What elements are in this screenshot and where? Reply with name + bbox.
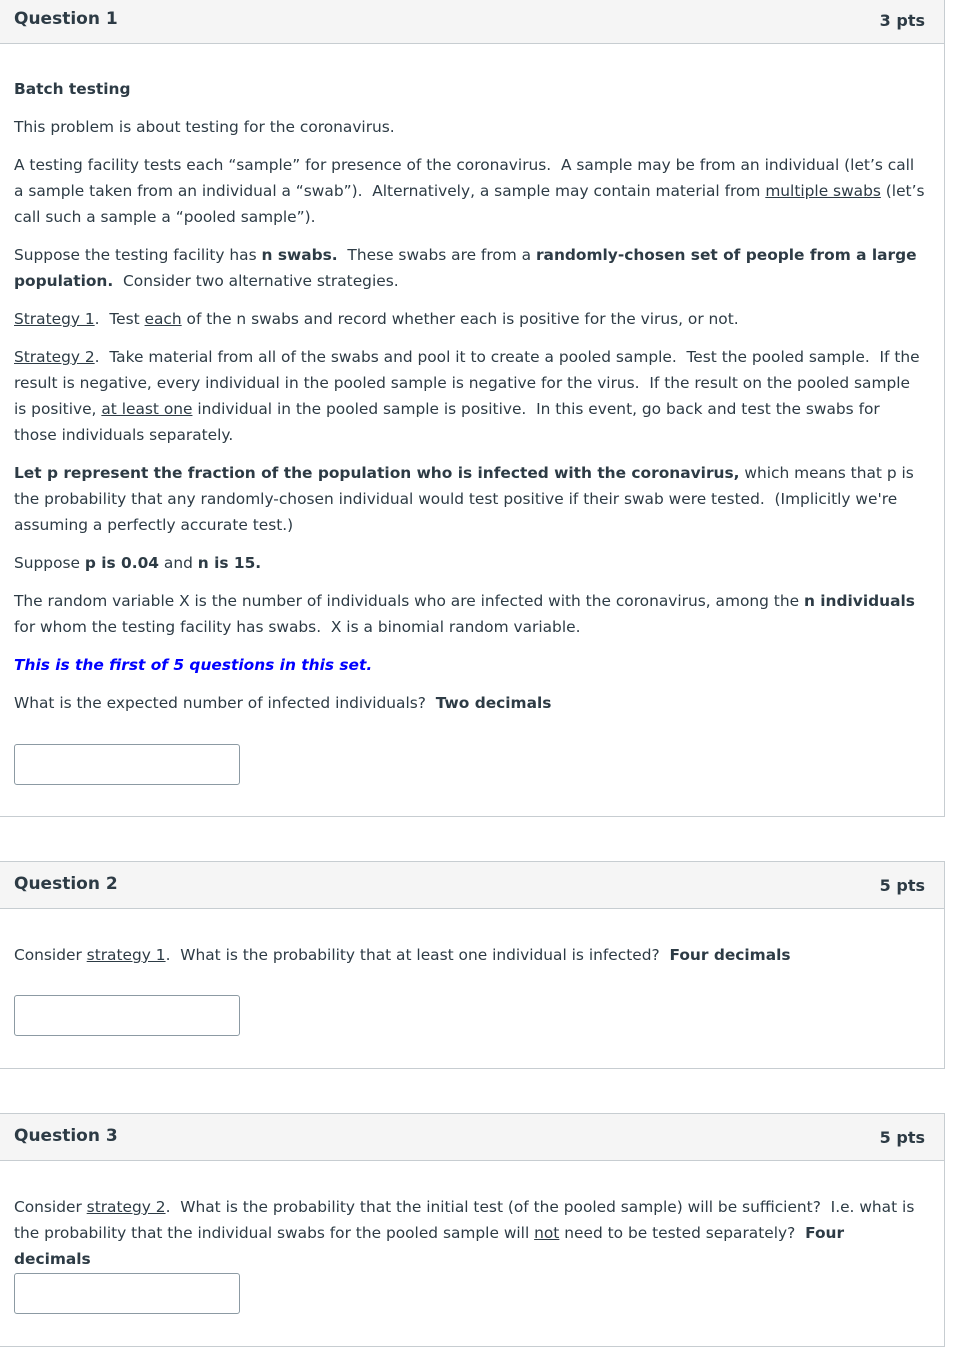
question-prompt xyxy=(14,690,926,716)
question-header xyxy=(0,0,944,44)
question-2 xyxy=(0,861,945,1069)
underlined-text: each xyxy=(144,310,182,328)
question-text xyxy=(0,76,944,716)
underlined-text: at least one xyxy=(101,400,193,418)
question-heading: Batch testing xyxy=(14,80,131,98)
text: Consider xyxy=(14,1198,87,1216)
question-header xyxy=(0,862,944,909)
underlined-text: not xyxy=(534,1224,560,1242)
question-header xyxy=(0,1114,944,1161)
bold-text: p is 0.04 xyxy=(84,554,160,572)
question-title: Question 3 xyxy=(14,1126,118,1146)
bold-text: n is 15. xyxy=(197,554,262,572)
text: individual in the pooled sample is positive. In this event, go back and test the swabs for those individuals separately. xyxy=(14,400,880,444)
text: . What is the probability that at least one individual is infected? xyxy=(165,946,670,964)
bold-text: n swabs. xyxy=(261,246,338,264)
set-note: This is the first of 5 questions in this set. xyxy=(14,656,373,674)
text: Consider xyxy=(14,946,87,964)
question-points: 3 pts xyxy=(879,11,925,30)
bold-text: Four decimals xyxy=(669,946,791,964)
bold-text: Four decimals xyxy=(14,1224,845,1268)
underlined-text: strategy 2 xyxy=(86,1198,166,1216)
question-3 xyxy=(0,1113,945,1347)
paragraph xyxy=(14,152,926,230)
text: A testing facility tests each “sample” for presence of the coronavirus. A sample may be from an individual (let’s call a sample taken from an individual a “swab”). Alternatively, a sample may contain material from xyxy=(14,156,915,200)
question-points: 5 pts xyxy=(879,1128,925,1147)
question-prompt xyxy=(14,942,926,968)
text: The random variable X is the number of individuals who are infected with the coronavirus, among the xyxy=(14,592,804,610)
question-title: Question 2 xyxy=(14,874,118,894)
text: . What is the probability that the initial test (of the pooled sample) will be sufficient? I.e. what is the probability that the individual swabs for the pooled sample will xyxy=(14,1198,915,1242)
bold-text: randomly-chosen set of people from a large population. xyxy=(14,246,917,290)
text: for whom the testing facility has swabs. X is a binomial random variable. xyxy=(14,618,581,636)
text: which means that p is the probability that any randomly-chosen individual would test positive if their swab were tested. (Implicitly we're assuming a perfectly accurate test.) xyxy=(14,464,914,534)
question-title: Question 1 xyxy=(14,9,118,29)
question-prompt xyxy=(14,1194,926,1272)
paragraph xyxy=(14,242,926,294)
paragraph: This problem is about testing for the coronavirus. xyxy=(14,118,395,136)
text: . Take material from all of the swabs and pool it to create a pooled sample. Test the pooled sample. If the result is negative, every individual in the pooled sample is negative for the virus. If the result on the pooled sample is positive, xyxy=(14,348,920,418)
strategy-1-paragraph xyxy=(14,306,926,332)
text: Suppose the testing facility has xyxy=(14,246,262,264)
question-text xyxy=(0,942,944,968)
question-points: 5 pts xyxy=(879,876,925,895)
text: of the n swabs and record whether each is positive for the virus, or not. xyxy=(181,310,739,328)
text: Consider two alternative strategies. xyxy=(113,272,399,290)
strategy-2-paragraph xyxy=(14,344,926,448)
text: Suppose xyxy=(14,554,85,572)
text: What is the expected number of infected individuals? xyxy=(14,694,436,712)
bold-text: Two decimals xyxy=(435,694,552,712)
paragraph xyxy=(14,460,926,538)
strategy-1-label: Strategy 1 xyxy=(14,310,95,328)
answer-input[interactable] xyxy=(14,995,240,1036)
underlined-text: strategy 1 xyxy=(86,946,166,964)
bold-text: n individuals xyxy=(803,592,915,610)
text: need to be tested separately? xyxy=(559,1224,806,1242)
underlined-text: multiple swabs xyxy=(765,182,881,200)
question-text xyxy=(0,1194,944,1272)
paragraph xyxy=(14,550,926,576)
strategy-2-label: Strategy 2 xyxy=(14,348,95,366)
answer-input[interactable] xyxy=(14,744,240,785)
paragraph xyxy=(14,588,926,640)
text: . Test xyxy=(94,310,145,328)
bold-text: Let p represent the fraction of the population who is infected with the coronavirus, xyxy=(14,464,740,482)
text: and xyxy=(159,554,198,572)
answer-input[interactable] xyxy=(14,1273,240,1314)
text: These swabs are from a xyxy=(337,246,536,264)
text: (let’s call such a sample a “pooled sample”). xyxy=(14,182,925,226)
